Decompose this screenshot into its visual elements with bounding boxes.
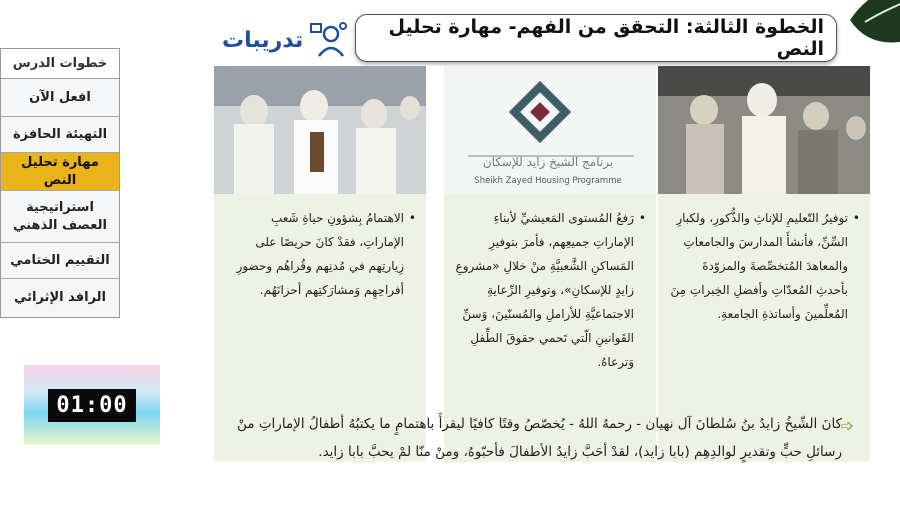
- logo-english-text: Sheikh Zayed Housing Programme: [474, 176, 622, 186]
- lesson-steps-sidebar: [0, 48, 120, 318]
- sidebar-item-enrichment[interactable]: الرافد الإثرائي: [1, 279, 119, 317]
- arrow-icon: ➩: [840, 416, 854, 435]
- sidebar-item-brainstorm[interactable]: استراتيجية العصف الذهني: [1, 191, 119, 243]
- logo: [222, 16, 350, 64]
- sidebar-item-text-analysis[interactable]: مهارة تحليل النص: [1, 153, 119, 191]
- sheikh-zayed-housing-logo: [444, 66, 656, 194]
- sidebar-item-final-assessment[interactable]: التقييم الختامي: [1, 243, 119, 279]
- bullet-text: • توفيرُ التّعليمِ للإناثِ والذُّكورِ، ولكبارِ السِّنِّ، فأنشأَ المدارسَ والجامعاتِ والمعاهدَ المُتخصِّصةَ والمزوّدةَ بأحدثِ المُعدّاتِ وأفضلِ الخِبراتِ مِنَ المُعلِّمينَ وأساتذةِ الجامعةِ.: [668, 206, 860, 326]
- countdown-timer: [24, 365, 160, 445]
- sidebar-item-warmup[interactable]: التهيئة الحافزة: [1, 117, 119, 153]
- sidebar-title: خطوات الدرس: [1, 49, 119, 79]
- sidebar-item-do-now[interactable]: افعل الآن: [1, 79, 119, 117]
- paragraph-text: كانَ الشّيخُ زايدُ بنُ سُلطانَ آل نهيان - رحمهُ اللهُ - يُخصّصُ وقتًا كافيًا ليقرأَ باهتمامٍ ما يكتبُهُ أطفالُ الإماراتِ منْ رسائلِ حبٍّ وتقديرٍ لوالدِهِم (بابا زايد)، لقدْ أحَبَّ زايدُ الأطفالَ فأحبّوهُ، ومنْ منّا لمْ يحبَّ بابا زايد.: [237, 416, 842, 460]
- leaf-decoration-icon: [830, 0, 900, 70]
- content-board: [180, 66, 852, 494]
- photo-sheikh-with-children: [658, 66, 870, 194]
- column-housing: [444, 66, 656, 369]
- photo-sheikh-with-people: [214, 66, 426, 194]
- story-paragraph: [180, 404, 852, 494]
- bullet-text: • رَفعُ المُستوى المَعيشيِّ لأبناءِ الإماراتِ جميعِهم، فأمرَ بتوفيرِ المَساكنِ الشَّعبيَّةِ منْ خلالِ «مشروعِ زايدٍ للإسكانِ»، وتوفيرِ الرِّعايةِ الاجتماعيَّةِ للأراملِ والمُسنّينَ، وَسنِّ القَوانينِ الّتي تَحمي حقوقَ الطِّفلِ وَترعاهُ.: [454, 206, 646, 374]
- logo-text: تدريبات: [222, 27, 304, 53]
- bullet-text: • الاهتمامُ بِشؤونِ حياةِ شَعبِ الإماراتِ، فقدْ كانَ حريصًا على زِيارتِهم في مُدنِهم وقُراهُم وحضورِ أفراحِهِم وَمشارَكتِهم أحزانَهُم.: [224, 206, 416, 302]
- column-people: [214, 66, 426, 297]
- logo-arabic-text: برنامج الشيخ زايد للإسكان: [482, 155, 614, 169]
- page-title: الخطوة الثالثة: التحقق من الفهم- مهارة تحليل النص: [388, 16, 824, 60]
- column-education: [658, 66, 870, 321]
- trainer-icon: [309, 20, 349, 60]
- timer-display: 01:00: [48, 389, 135, 422]
- step-title-box: [355, 14, 837, 62]
